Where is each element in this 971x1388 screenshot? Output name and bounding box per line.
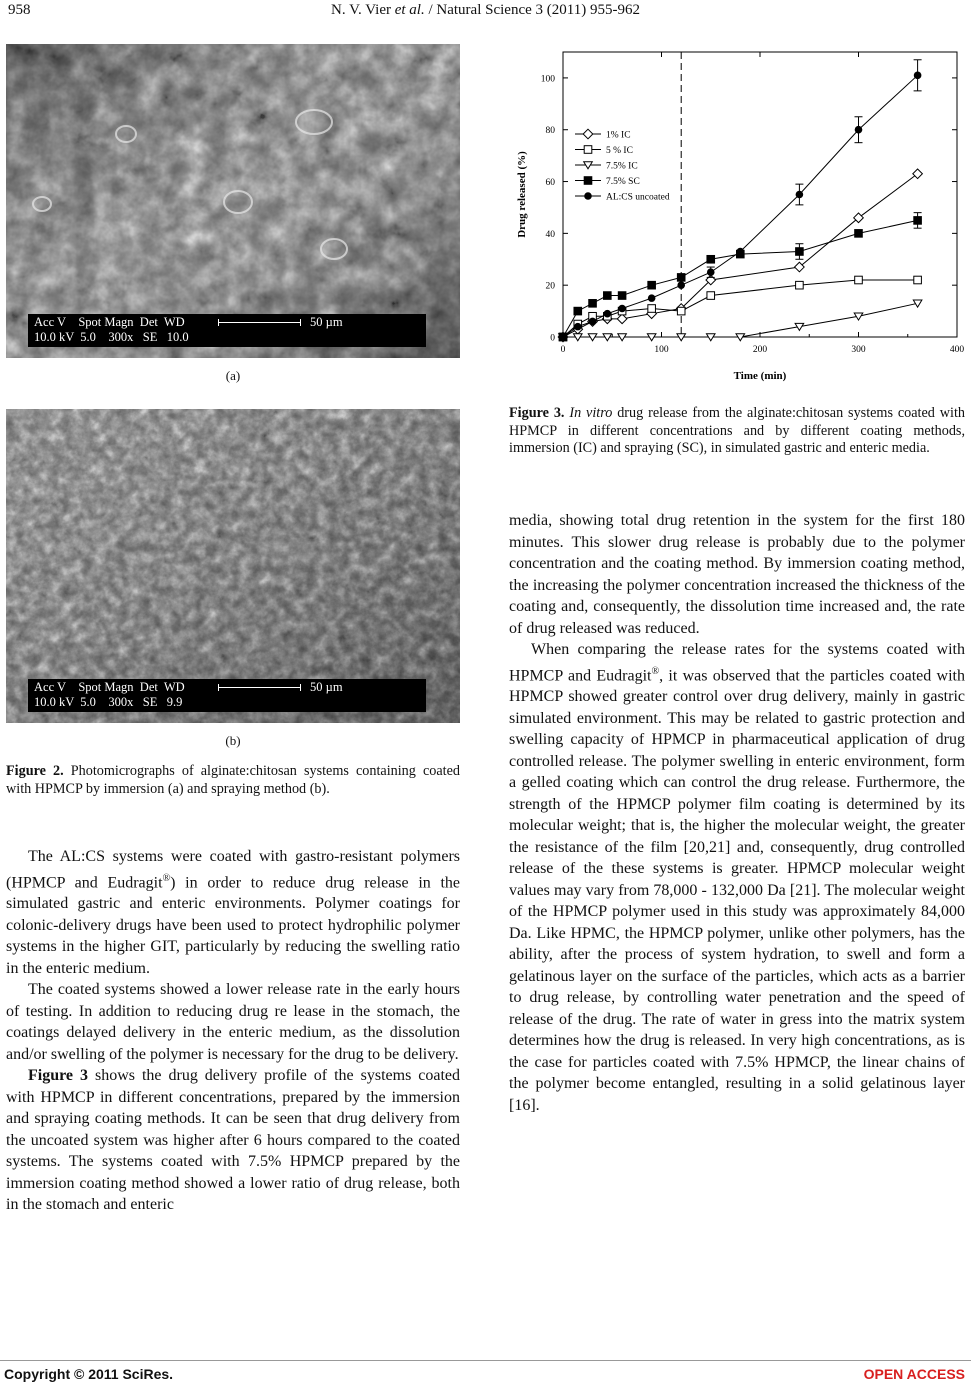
data-point xyxy=(604,292,612,300)
data-point xyxy=(796,281,804,289)
paragraph xyxy=(509,639,965,1116)
data-point xyxy=(855,276,863,284)
paragraph-text: The AL:CS systems were coated with gastro-resistant polymers (HPMCP and Eudragit xyxy=(6,848,460,891)
x-tick-label: 400 xyxy=(949,345,965,355)
data-point xyxy=(648,294,656,302)
scalebar-b xyxy=(28,679,426,712)
column-2-body xyxy=(509,510,965,1116)
legend-marker xyxy=(583,129,593,139)
scalebar-a xyxy=(28,314,426,347)
series-line xyxy=(563,280,918,337)
x-axis-label: Time (min) xyxy=(733,370,787,382)
data-point xyxy=(914,72,922,80)
data-point xyxy=(677,274,685,282)
legend-label: 7.5% SC xyxy=(606,177,640,187)
x-tick-label: 0 xyxy=(560,345,566,355)
legend-marker xyxy=(584,192,592,200)
legend-label: AL:CS uncoated xyxy=(606,192,670,203)
data-point xyxy=(618,292,626,300)
data-point xyxy=(737,248,745,256)
y-tick-label: 0 xyxy=(550,333,555,344)
data-point xyxy=(589,300,597,308)
data-point xyxy=(648,305,656,313)
registered-mark: ® xyxy=(162,872,171,884)
x-tick-label: 300 xyxy=(851,345,866,355)
series-1 xyxy=(559,276,921,341)
data-point xyxy=(604,310,612,318)
data-point xyxy=(574,323,582,331)
y-tick-label: 80 xyxy=(545,126,555,137)
paragraph xyxy=(509,510,965,639)
data-point xyxy=(617,314,627,324)
legend-marker xyxy=(584,146,592,154)
figure3-caption-italic: In vitro xyxy=(564,405,613,421)
column-1-body xyxy=(6,846,460,1216)
x-tick-label: 100 xyxy=(654,345,669,355)
data-point xyxy=(648,281,656,289)
micrograph-a-texture xyxy=(6,44,460,358)
scalebar-a-params: Acc V Spot Magn Det WD xyxy=(34,315,185,329)
scalebar-a-values: 10.0 kV 5.0 300x SE 10.0 xyxy=(34,330,189,344)
page-number: 958 xyxy=(8,2,31,18)
paragraph-text: media, showing total drug retention in the system for the first 180 minutes. This slower drug release is probably due to the polymer concentration and the coating method. By immersion coating method, the increasing the polymer concentration increased the thickness of the coating and, consequently, the dissolution time increased and, the rate of drug released was reduced. xyxy=(509,512,965,637)
figure3-chart xyxy=(505,42,967,392)
data-point xyxy=(913,169,923,179)
data-point xyxy=(589,318,597,326)
series-line xyxy=(563,75,918,337)
panel-b-label: (b) xyxy=(225,733,241,748)
data-point xyxy=(707,268,715,276)
data-point xyxy=(618,305,626,313)
data-point xyxy=(707,255,715,263)
copyright: Copyright © 2011 SciRes. xyxy=(4,1366,174,1382)
scalebar-b-values: 10.0 kV 5.0 300x SE 9.9 xyxy=(34,695,183,709)
y-axis-label: Drug released (%) xyxy=(516,151,528,238)
legend-label: 5 % IC xyxy=(606,146,633,156)
series-line xyxy=(563,303,918,337)
paragraph xyxy=(6,1065,460,1216)
data-point xyxy=(914,217,922,225)
open-access-badge[interactable]: OPEN ACCESS xyxy=(863,1366,965,1382)
scalebar-a-length: 50 µm xyxy=(310,315,343,329)
micrograph-a xyxy=(6,44,460,358)
series-2 xyxy=(559,300,922,341)
data-point xyxy=(855,126,863,134)
paragraph-text: When comparing the release rates for the systems coated with HPMCP and Eudragit xyxy=(509,641,965,684)
registered-mark: ® xyxy=(651,665,660,677)
release-chart-svg xyxy=(505,42,967,392)
figure-reference: Figure 3 xyxy=(28,1067,89,1085)
y-tick-label: 20 xyxy=(545,281,555,292)
figure3-caption-label: Figure 3. xyxy=(509,405,565,421)
legend-label: 7.5% IC xyxy=(606,161,638,172)
running-title-authors: N. V. Vier xyxy=(331,2,395,18)
micrograph-b xyxy=(6,409,460,723)
data-point xyxy=(559,333,567,341)
legend xyxy=(575,129,670,202)
data-point xyxy=(707,292,715,300)
running-title xyxy=(0,2,971,19)
paragraph-text: shows the drug delivery profile of the systems coated with HPMCP in different concentrations, prepared by the immersion and spraying coating methods. It can be seen that drug delivery from the uncoated system was higher after 6 hours compared to the coated systems. The systems coated with 7.5% HPMCP prepared by the immersion coating method showed a lower ratio of drug release, both in the stomach and enteric xyxy=(6,1067,461,1214)
series-3 xyxy=(559,213,921,341)
data-point xyxy=(914,276,922,284)
panel-a-label: (a) xyxy=(225,368,241,383)
figure2-caption-text: Photomicrographs of alginate:chitosan systems containing coated with HPMCP by immersion (a) and spraying method (b). xyxy=(6,763,460,797)
x-tick-label: 200 xyxy=(752,345,768,355)
micrograph-b-texture xyxy=(6,409,460,723)
paragraph-text: The coated systems showed a lower release rate in the early hours of testing. In addition to reducing drug re lease in the stomach, the coatings delayed delivery in the enteric medium, as the dissolution and/or swelling of the polymer is necessary for the drug to be delivery. xyxy=(6,981,460,1063)
paragraph xyxy=(6,979,460,1065)
figure3-caption xyxy=(509,405,965,458)
y-tick-label: 60 xyxy=(545,178,555,189)
scalebar-b-length: 50 µm xyxy=(310,680,343,694)
running-title-journal: / Natural Science 3 (2011) 955-962 xyxy=(424,2,640,18)
figure3-caption-text: drug release from the alginate:chitosan systems coated with HPMCP in different concentrations and by different coating methods, immersion (IC) and spraying (SC), in simulated gastric and enteric media. xyxy=(509,405,966,456)
footer-rule xyxy=(0,1360,971,1361)
y-tick-label: 40 xyxy=(545,229,555,240)
data-point xyxy=(796,191,804,199)
legend-marker xyxy=(584,177,592,185)
y-tick-label: 100 xyxy=(540,74,555,85)
data-point xyxy=(796,248,804,256)
scalebar-b-params: Acc V Spot Magn Det WD xyxy=(34,680,185,694)
paragraph-text: ) in order to reduce drug release in the simulated gastric and enteric environments. Polymer coatings for colonic-delivery drugs have been used to protect hydrophilic polymer systems in the higher GIT, particularly by reducing the swelling ratio in the enteric medium. xyxy=(6,873,460,977)
data-point xyxy=(677,281,685,289)
running-title-etal: et al. xyxy=(394,2,425,18)
data-point xyxy=(574,307,582,315)
paragraph-text: , it was observed that the particles coated with HPMCP showed greater control over drug delivery, mainly in gastric simulated environment. This may be related to gastric protection and swelling capacity of HPMCP in pharmaceutical application of drug controlled release. The polymer swelling in enteric environment, form a gelled coating which can control the drug release. Furthermore, the strength of the HPMCP polymer film coating is determined by its molecular weight; that is, the higher the molecular weight, the greater the resistance of the film [20,21] and, consequently, drug controlled release of the these systems is greater. HPMCP molecular weight values may vary from 78,000 - 132,000 Da [21]. The molecular weight of the HPMCP polymer used in this study was approximately 84,000 Da. Like HPMC, the HPMCP polymer, unlike other polymers, has the ability, after the process of system hydration, to swell and form a gelatinous layer on the surface of the particles, which acts as a barrier to drug release, by controlling water penetration and the speed of release of the drug. The rate of water in gress into the matrix system determines how the drug is released. In very high concentrations, as is the case for particles coated with 7.5% HPMCP, the linear chains of the polymer become entangled, resulting in a solid gelatinous layer [16]. xyxy=(509,666,965,1114)
data-point xyxy=(677,307,685,315)
legend-label: 1% IC xyxy=(606,130,631,141)
paragraph xyxy=(6,846,460,979)
data-point xyxy=(855,230,863,238)
series-line xyxy=(563,220,918,337)
figure2-caption-label: Figure 2. xyxy=(6,763,64,779)
figure2-caption xyxy=(6,763,460,798)
